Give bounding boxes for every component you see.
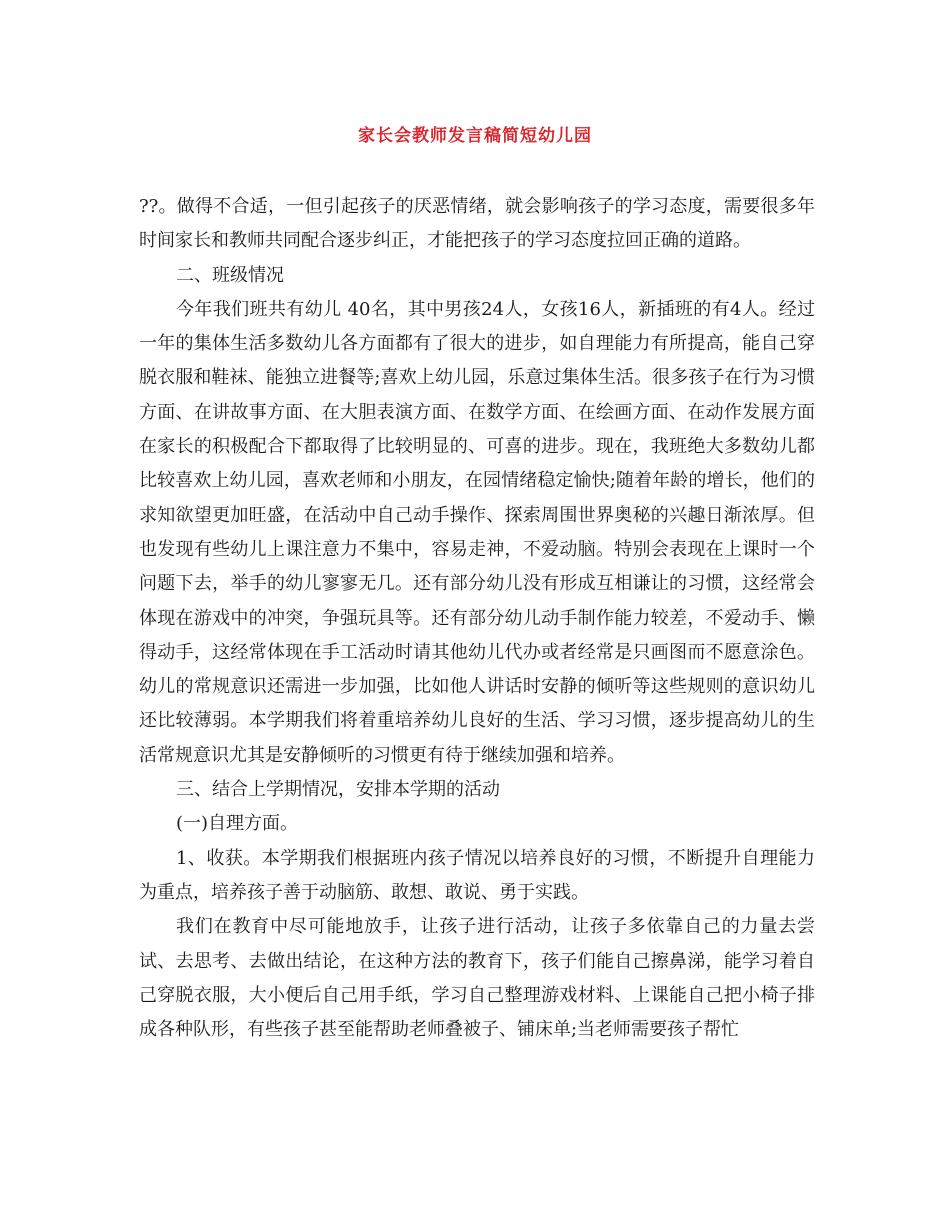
- document-body: [139, 190, 815, 1047]
- subsection-heading-self-care: (一)自理方面。: [176, 813, 299, 835]
- paragraph-class-situation: 今年我们班共有幼儿 40名，其中男孩24人，女孩16人，新插班的有4人。经过一年的集体生活多数幼儿各方面都有了很大的进步，如自理能力有所提高，能自己穿脱衣服和鞋袜、能独立进餐等;喜欢上幼儿园，乐意过集体生活。很多孩子在行为习惯方面、在讲故事方面、在大胆表演方面、在数学方面、在绘画方面、在动作发展方面在家长的积极配合下都取得了比较明显的、可喜的进步。现在，我班绝大多数幼儿都比较喜欢上幼儿园，喜欢老师和小朋友，在园情绪稳定愉快;随着年龄的增长，他们的求知欲望更加旺盛，在活动中自己动手操作、探索周围世界奥秘的兴趣日渐浓厚。但也发现有些幼儿上课注意力不集中，容易走神，不爱动脑。特别会表现在上课时一个问题下去，举手的幼儿寥寥无几。还有部分幼儿没有形成互相谦让的习惯，这经常会体现在游戏中的冲突，争强玩具等。还有部分幼儿动手制作能力较差，不爱动手、懒得动手，这经常体现在手工活动时请其他幼儿代办或者经常是只画图而不愿意涂色。幼儿的常规意识还需进一步加强，比如他人讲话时安静的倾听等这些规则的意识幼儿还比较薄弱。本学期我们将着重培养幼儿良好的生活、学习习惯，逐步提高幼儿的生活常规意识尤其是安静倾听的习惯更有待于继续加强和培养。: [139, 298, 815, 766]
- paragraph-intro: ??。做得不合适，一但引起孩子的厌恶情绪，就会影响孩子的学习态度，需要很多年时间家长和教师共同配合逐步纠正，才能把孩子的学习态度拉回正确的道路。: [139, 196, 815, 252]
- paragraph-harvest: 1、收获。本学期我们根据班内孩子情况以培养良好的习惯，不断提升自理能力为重点，培养孩子善于动脑筋、敢想、敢说、勇于实践。: [139, 847, 815, 903]
- section-heading-class-situation: 二、班级情况: [176, 264, 284, 286]
- section-heading-activities: 三、结合上学期情况，安排本学期的活动: [176, 779, 500, 801]
- paragraph-education-method: 我们在教育中尽可能地放手，让孩子进行活动，让孩子多依靠自己的力量去尝试、去思考、去做出结论，在这种方法的教育下，孩子们能自己擦鼻涕，能学习着自己穿脱衣服，大小便后自己用手纸，学习自己整理游戏材料、上课能自己把小椅子排成各种队形，有些孩子甚至能帮助老师叠被子、铺床单;当老师需要孩子帮忙: [139, 916, 815, 1041]
- document-title: 家长会教师发言稿简短幼儿园: [358, 126, 592, 146]
